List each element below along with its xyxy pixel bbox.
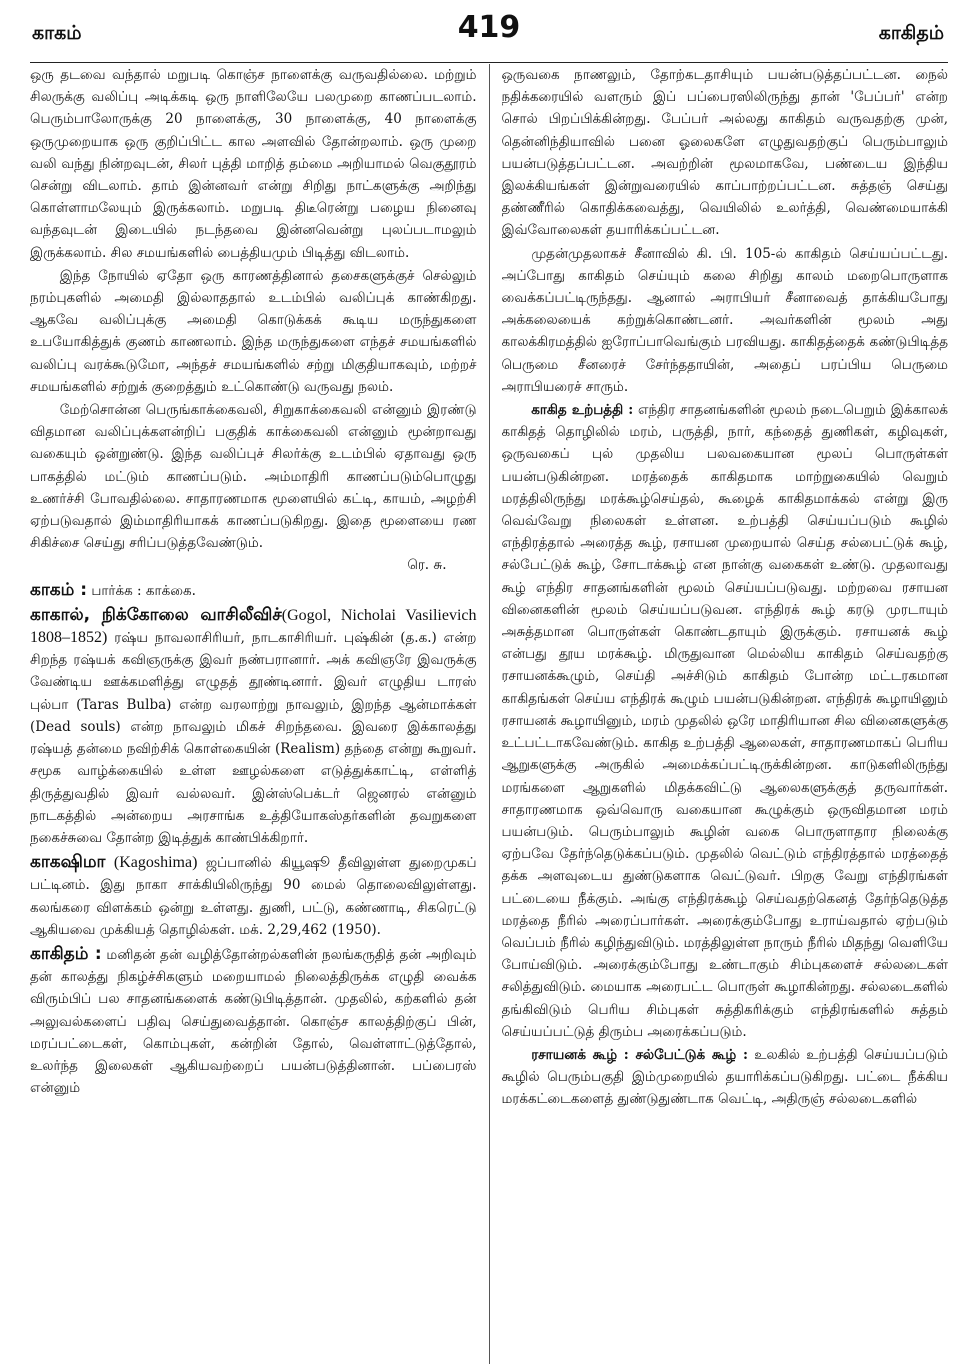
right-column: [502, 64, 949, 1364]
subheading: ரசாயனக் கூழ் : சல்பேட்டுக் கூழ் :: [531, 1046, 748, 1063]
entry-kagitham: [30, 943, 477, 1099]
entry-headword: காகஷிமா: [30, 852, 106, 873]
left-column: [30, 64, 477, 1364]
paragraph: முதன்முதலாகச் சீனாவில் கி. பி. 105-ல் காகிதம் செய்யப்பட்டது. அப்போது காகிதம் செய்யும் கலை சிறிது காலம் மறைபொருளாக வைக்கப்பட்டிருந்தது. ஆனால் அராபியர் சீனாவைத் தாக்கியபோது அக்கலையைக் கற்றுக்கொண்டனர். அவர்களின் மூலம் அது காலக்கிரமத்தில் ஐரோப்பாவெங்கும் பரவியது. காகிதத்தைக் கண்டுபிடித்த பெருமை சீனரைச் சேர்ந்ததாயின், அதைப் பரப்பிய பெருமை அராபியரைச் சாரும்.: [501, 245, 948, 395]
subheading: காகித உற்பத்தி :: [531, 402, 634, 419]
entry-latin-name: (Gogol, Nicholai Vasilievich 1808–1852): [30, 606, 477, 647]
entry-headword: காகால், நிக்கோலை வாசிலீவிச்: [30, 604, 282, 625]
author-signature: ரெ. சு.: [407, 557, 447, 574]
paragraph-text: மேற்சொன்ன பெருங்காக்கைவலி, சிறுகாக்கைவலி என்னும் இரண்டு விதமான வலிப்புக்களன்றிப் பகுதிக் காக்கைவலி என்னும் மூன்றாவது வகையும் ஒன்றுண்டு. இந்த வலிப்புச் சிலர்க்கு உடம்பில் ஏதாவது ஒரு பாகத்தில் மட்டும் காணப்படும். அம்மாதிரி காணப்படும்பொழுது உணர்ச்சி போவதில்லை. சாதாரணமாக மூளையில் கட்டி, காயம், அழற்சி ஏற்படுவதால் இம்மாதிரியாகக் காணப்படுகிறது. இதை மூளையை ரண சிகிச்சை செய்து சரிப்படுத்தவேண்டும்.: [30, 402, 477, 552]
paragraph: [502, 1044, 949, 1111]
left-running-title: காகம்: [32, 22, 82, 44]
entry-text: ரஷ்ய நாவலாசிரியர், நாடகாசிரியர். புஷ்கின் (த.க.) என்ற சிறந்த ரஷ்யக் கவிஞருக்கு இவர் நண்பரானார். அக் கவிஞரே இவருக்கு வேண்டிய ஊக்கமளித்து எழுதத் தூண்டினார். இவர் எழுதிய டாரஸ் புல்பா (Taras Bulba) என்ற வரலாற்று நாவலும், இறந்த ஆன்மாக்கள் (Dead souls) என்ற நாவலும் மிகச் சிறந்தவை. இவரை இக்காலத்து ரஷ்யத் தன்மை நவிற்சிக் கொள்கையின் (Realism) தந்தை என்று கூறுவர். சமூக வாழ்க்கையில் உள்ள ஊழல்களை எடுத்துக்காட்டி, எள்ளித் திருத்துவதில் இவர் வல்லவர். இன்ஸ்பெக்டர் ஜெனரல் என்னும் நாடகத்தில் அன்றைய அரசாங்க உத்தியோகஸ்தர்களின் தவறுகளை நகைச்சுவை தோன்ற இடித்துக் காண்பிக்கிறார்.: [30, 630, 477, 846]
right-running-title: காகிதம்: [878, 22, 944, 44]
entry-kakam: [30, 579, 477, 602]
paragraph: [502, 399, 949, 1043]
running-head: [30, 8, 948, 48]
entry-text: மனிதன் தன் வழித்தோன்றல்களின் நலங்கருதித் தன் அறிவும் தன் காலத்து நிகழ்ச்சிகளும் மறையாமல் நிலைத்திருக்க எழுதி வைக்க விரும்பிப் பல சாதனங்களைக் கண்டுபிடித்தான். முதலில், கற்களில் தன் அலுவல்களைப் பதிவு செய்துவைத்தான். கொஞ்ச காலத்திற்குப் பின், மரப்பட்டைகள், கொம்புகள், கன்றின் தோல், வெள்ளாட்டுத்தோல், உலர்ந்த இலைகள் ஆகியவற்றைப் பயன்படுத்தினான். பப்பைரஸ் என்னும்: [30, 946, 477, 1097]
paragraph: [30, 399, 477, 577]
column-divider: [489, 64, 490, 1364]
entry-headword: காகம் :: [30, 579, 88, 600]
paragraph-text: எந்திர சாதனங்களின் மூலம் நடைபெறும் இக்காலக் காகிதத் தொழிலில் மரம், பருத்தி, நார், கந்தைத் துணிகள், கழிவுகள், ஒருவகைப் புல் முதலிய பலவகையான மூலப் பொருள்கள் பயன்படுகின்றன. மரத்தைக் காகிதமாக மாற்றுகையில் வெறும் மரத்திலிருந்து மரக்கூழ்செய்தல், கூழைக் காகிதமாக்கல் என்று இரு வெவ்வேறு நிலைகள் உள்ளன. உற்பத்தி செய்யப்படும் கூழில் எந்திரத்தால் அரைத்த கூழ், ரசாயன முறையால் செய்த சல்பைட்டுக் கூழ், சல்பேட்டுக் கூழ், சோடாக்கூழ் என நான்கு வகைகள் உண்டு. முதலாவது கூழ் எந்திர சாதனங்களின் மூலம் செய்யப்படுவது. மற்றவை ரசாயன வினைகளின் மூலம் செய்யப்படுவன. எந்திரக் கூழ் கரடு முரடாயும் அசுத்தமான பொருள்கள் கொண்டதாயும் இருக்கும். ரசாயனக் கூழ் என்பது தூய மரக்கூழ். மிருதுவான மெல்லிய காகிதம் செய்வதற்கு ரசாயனக்கூழும், செய்தி அச்சிடும் காகிதம் போன்ற மட்டரகமான காகிதங்கள் செய்ய எந்திரக் கூழும் பயன்படுகின்றன. எந்திரக் கூழாயினும் ரசாயனக் கூழாயினும், மரம் முதலில் ஒரே மாதிரியான சில வினைகளுக்கு உட்பட்டாகவேண்டும். காகித உற்பத்தி ஆலைகள், சாதாரணமாகப் பெரிய ஆறுகளுக்கு அருகில் அமைக்கப்பட்டிருக்கின்றன. காடுகளிலிருந்து மரங்களை ஆறுகளில் மிதக்கவிட்டு ஆலைகளுக்குத் தருவார்கள். சாதாரணமாக ஒவ்வொரு வகையான கூழுக்கும் ஒருவிதமான மரம் பயன்படும். பெரும்பாலும் கூழின் வகை பொருளாதார நிலைக்கு ஏற்பவே தேர்ந்தெடுக்கப்படும். முதலில் வெட்டும் எந்திரத்தால் மரத்தைத் தக்க அளவுடைய துண்டுகளாக வெட்டுவர். பிறகு வேறு எந்திரங்கள் பட்டையை நீக்கும். அங்கு எந்திரக்கூழ் செய்வதற்கெனத் தேர்ந்தெடுத்த மரத்தை நீரில் அரைப்பார்கள். அரைக்கும்போது உராய்வதால் ஏற்படும் வெப்பம் நீரில் கழிந்துவிடும். மரத்திலுள்ள நாரும் நீரில் மிதந்து வெளியே போய்விடும். அரைக்கும்போது உண்டாகும் சிம்புகளைச் சல்லடைகள் சலித்துவிடும். மையாக அரைபட்ட பொருள் கூழாகின்றது. சல்லடைகளில் தங்கிவிடும் பெரிய சிம்புகள் சுத்திகரிக்கும் எந்திரங்களில் சுத்தம் செய்யப்பட்டுத் திரும்ப அரைக்கப்படும்.: [501, 402, 948, 1040]
paragraph: ஒரு தடவை வந்தால் மறுபடி கொஞ்ச நாளைக்கு வருவதில்லை. மற்றும் சிலருக்கு வலிப்பு அடிக்கடி ஒரு நாளிலேயே பலமுறை காணப்படலாம். பெரும்பாலோருக்கு 20 நாளைக்கு, 30 நாளைக்கு, 40 நாளைக்கு ஒருமுறையாக ஒரு குறிப்பிட்ட கால அளவில் தோன்றலாம். ஒரு முறை வலி வந்து நின்றவுடன், சிலர் புத்தி மாறித் தம்மை அறியாமல் வெகுதூரம் சென்று விடலாம். தாம் இன்னவர் என்று சிறிது நாட்களுக்கு அறிந்து கொள்ளாமலேயும் இருக்கலாம். மறுபடி திடீரென்று பழைய நினைவு வந்தவுடன் இடையில் நடந்தவை இன்னவென்று புலப்படாமலும் இருக்கலாம். சில சமயங்களில் பைத்தியமும் பிடித்து விடலாம்.: [30, 67, 477, 261]
paragraph-text: உலகில் உற்பத்தி செய்யப்படும் கூழில் பெரும்பகுதி இம்முறையில் தயாரிக்கப்படுகிறது. பட்டை நீக்கிய மரக்கட்டைகளைத் துண்டுதுண்டாக வெட்டி, அதிருஞ் சல்லடைகளில்: [501, 1046, 948, 1108]
paragraph: இந்த நோயில் ஏதோ ஒரு காரணத்தினால் தசைகளுக்குச் செல்லும் நரம்புகளில் அமைதி இல்லாததால் உடம்பில் வலிப்புக் காண்கிறது. ஆகவே வலிப்புக்கு அமைதி கொடுக்கக் கூடிய மருந்துகளை உபயோகித்துக் குணம் காணலாம். இந்த மருந்துகளை எந்தச் சமயங்களில் வலிப்பு வரக்கூடுமோ, அந்தச் சமயங்களில் சற்று மிகுதியாகவும், மற்றச் சமயங்களில் சற்றுக் குறைத்தும் உட்கொண்டு வருவது நலம்.: [30, 267, 477, 395]
header-rule: [30, 62, 948, 63]
page-number: 419: [457, 10, 521, 45]
entry-kagoshima: [30, 851, 477, 941]
entry-gogol: [30, 604, 477, 849]
entry-text: ஜப்பானில் கியூஷூ தீவிலுள்ள துறைமுகப் பட்டினம். இது நாகா சாக்கியிலிருந்து 90 மைல் தொலைவிலுள்ளது. கலங்கரை விளக்கம் ஒன்று உள்ளது. துணி, பட்டு, கண்ணாடி, சிகரெட்டு ஆகியவை முக்கியத் தொழில்கள். மக். 2,29,462 (1950).: [30, 855, 477, 938]
entry-headword: காகிதம் :: [30, 943, 102, 964]
paragraph: ஒருவகை நாணலும், தோற்கடதாசியும் பயன்படுத்தப்பட்டன. நைல் நதிக்கரையில் வளரும் இப் பப்பைரஸிலிருந்து தான் 'பேப்பர்' என்ற சொல் பிறப்பிக்கின்றது. பேப்பர் அல்லது காகிதம் வருவதற்கு முன், தென்னிந்தியாவில் பனை ஓலைகளே எழுதுவதற்குப் பெரும்பாலும் பயன்படுத்தப்பட்டன. அவற்றின் மூலமாகவே, பண்டைய இந்திய இலக்கியங்கள் இன்றுவரையில் காப்பாற்றப்பட்டன. சுத்தஞ் செய்து தண்ணீரில் கொதிக்கவைத்து, வெயிலில் உலர்த்தி, வெண்மையாக்கி இவ்வோலைகள் தயாரிக்கப்பட்டன.: [501, 67, 948, 239]
text-columns: [30, 64, 948, 1364]
entry-latin-name: (Kagoshima): [113, 854, 198, 872]
entry-text: பார்க்க : காக்கை.: [91, 582, 196, 599]
